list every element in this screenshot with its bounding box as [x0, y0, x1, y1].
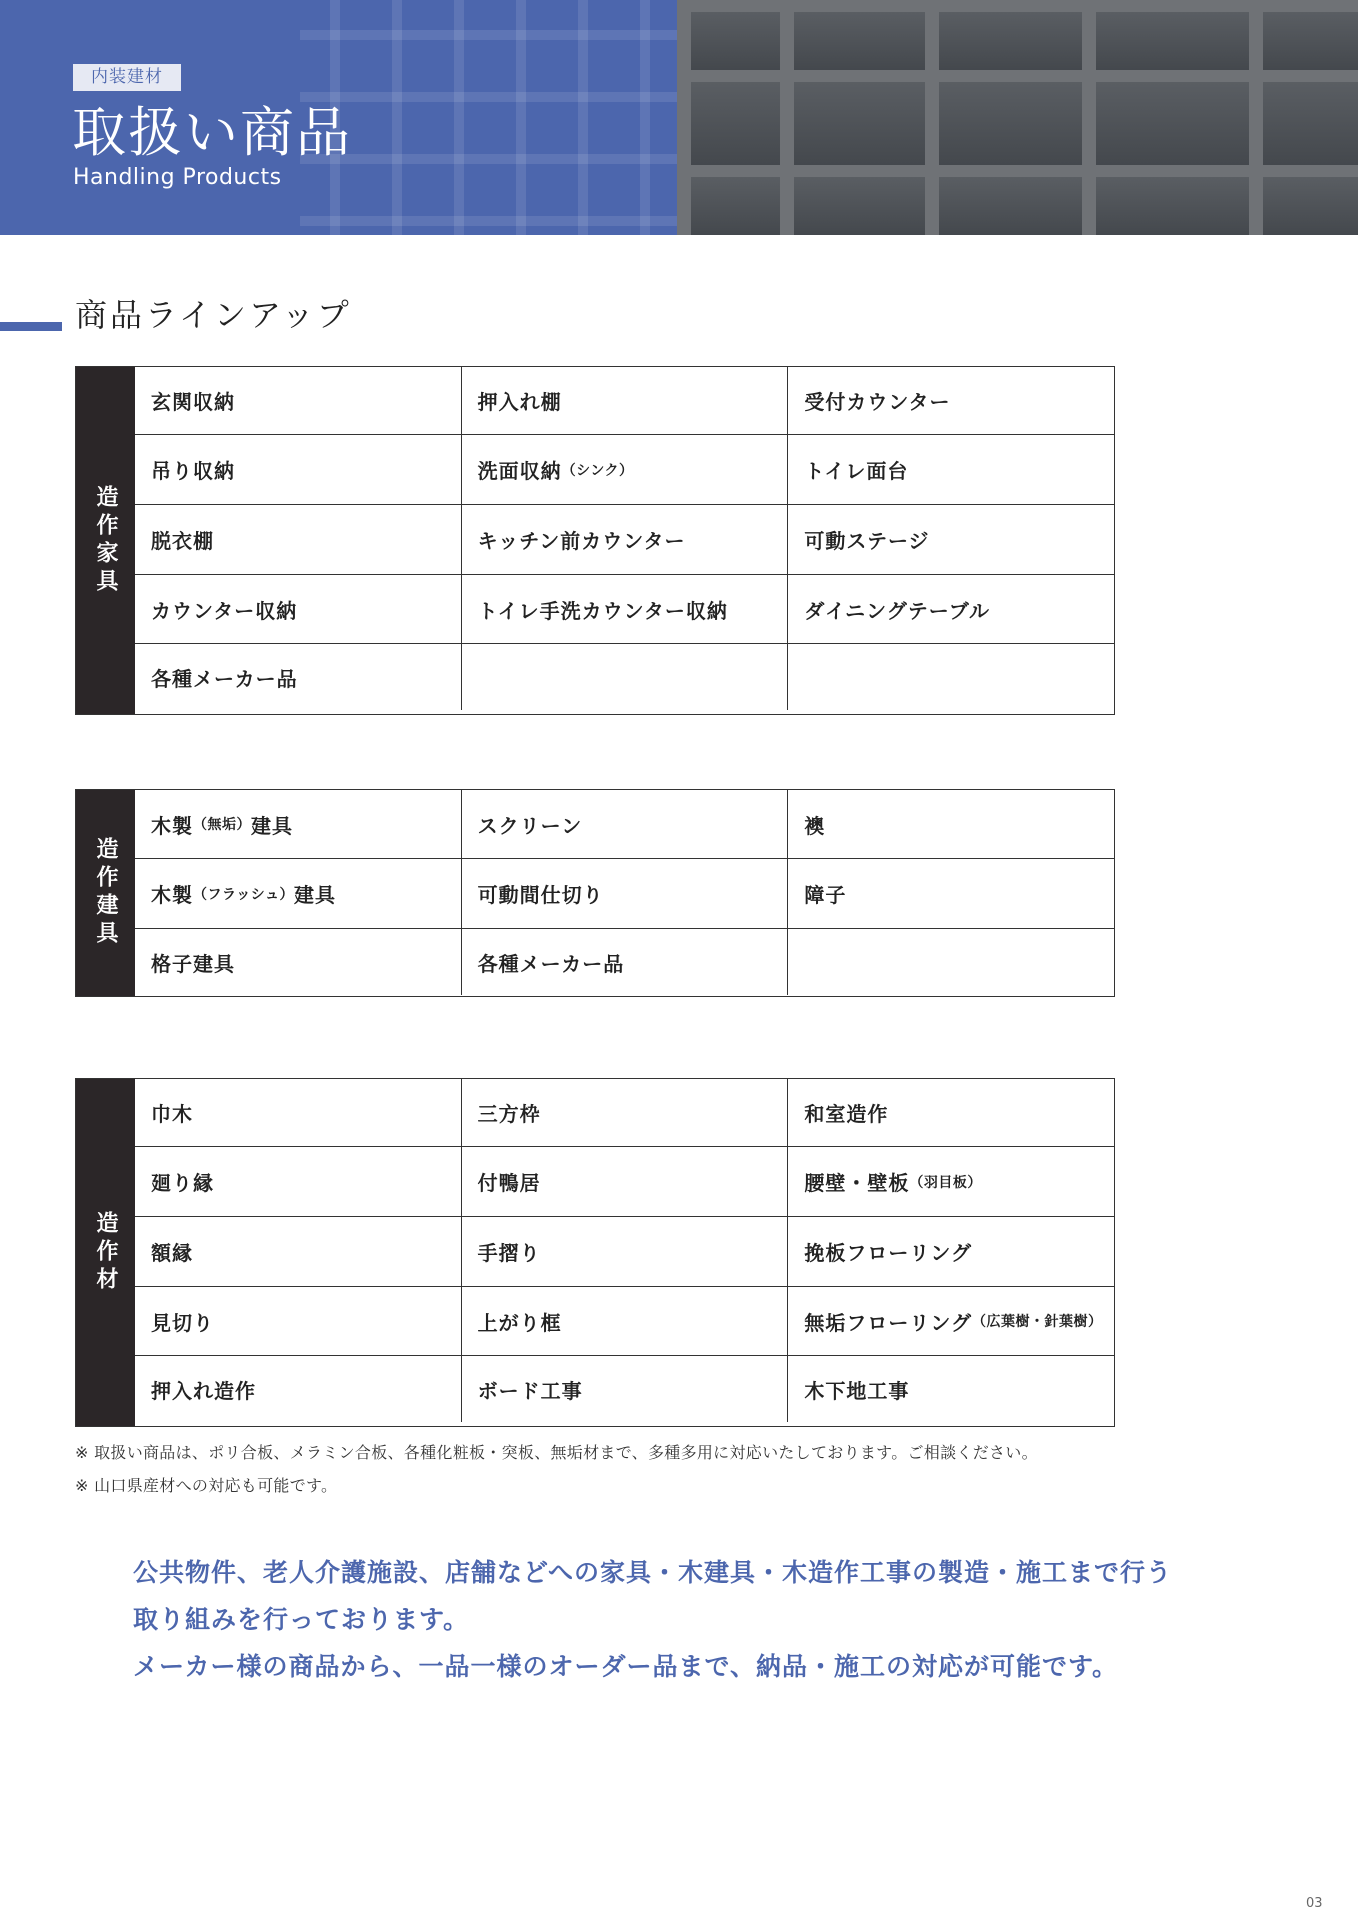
pattern-line [300, 216, 677, 226]
table-cell [135, 644, 461, 710]
table-cell [135, 790, 461, 858]
cell-text: 額縁 [151, 1241, 193, 1265]
table-row [135, 643, 1114, 710]
cell-text: 挽板フローリング [804, 1241, 972, 1265]
category-label: 造作建具 [76, 790, 135, 996]
table-cell [135, 367, 461, 434]
cell-text: 和室造作 [804, 1102, 889, 1126]
section-accent-bar [0, 322, 62, 331]
table-cell [787, 859, 1114, 928]
cell-text: ボード工事 [477, 1378, 583, 1403]
cell-text: 障子 [804, 883, 847, 907]
cell-text: 可動間仕切り [477, 883, 604, 907]
cell-text: 脱衣棚 [151, 529, 214, 553]
cell-text: 見切り [151, 1310, 214, 1335]
cell-text: 格子建具 [151, 951, 235, 976]
table-row [135, 1286, 1114, 1355]
table-row [135, 928, 1114, 995]
cell-text: 付鴨居 [477, 1171, 541, 1195]
product-table-materials [75, 1078, 1115, 1427]
table-grid [135, 1079, 1114, 1426]
shelf-cubby [1096, 12, 1249, 70]
table-row [135, 574, 1114, 643]
note-line: ※ 取扱い商品は、ポリ合板、メラミン合板、各種化粧板・突板、無垢材まで、多種多用に対応いたしております。ご相談ください。 [75, 1443, 1038, 1462]
cell-text: トイレ面台 [804, 459, 909, 483]
table-cell [787, 435, 1114, 504]
table-cell [135, 1079, 461, 1146]
table-cell [461, 1147, 788, 1216]
table-row [135, 1146, 1114, 1216]
cell-text: ダイニングテーブル [804, 598, 990, 623]
table-cell [787, 1079, 1114, 1146]
table-cell [461, 1287, 788, 1355]
table-cell [461, 1356, 788, 1422]
shelf-cubby [691, 12, 780, 70]
shelf-cubby [1096, 177, 1249, 235]
table-cell [461, 575, 788, 643]
shelf-cubby [691, 82, 780, 165]
page-title: 取扱い商品 [72, 101, 352, 164]
page-number: 03 [1306, 1896, 1323, 1911]
table-cell [461, 367, 788, 434]
shelf-cubby [794, 82, 925, 165]
cell-text: カウンター収納 [151, 598, 298, 623]
shelf-cubby [1096, 82, 1249, 165]
category-label: 造作材 [76, 1079, 135, 1426]
table-cell [787, 1356, 1114, 1422]
cell-text: 各種メーカー品 [477, 951, 625, 976]
table-row [135, 1079, 1114, 1146]
product-table-furniture [75, 366, 1115, 715]
cell-note: （シンク） [561, 462, 634, 479]
cell-text: 押入れ造作 [151, 1378, 256, 1403]
cell-note: （無垢） [193, 817, 251, 833]
cell-text: 各種メーカー品 [151, 666, 298, 691]
table-row [135, 1355, 1114, 1422]
cell-text: 洗面収納 [477, 459, 562, 483]
shelf-photo [677, 0, 1358, 235]
table-cell [135, 1356, 461, 1422]
table-row [135, 367, 1114, 434]
section-title: 商品ラインアップ [75, 296, 352, 334]
cell-note: （広葉樹・針葉樹） [971, 1314, 1103, 1330]
table-cell [787, 575, 1114, 643]
cell-text: 木製 [151, 813, 193, 838]
table-cell [135, 435, 461, 504]
table-cell [461, 644, 788, 710]
table-cell [787, 790, 1114, 858]
table-cell [787, 505, 1114, 574]
shelf-cubby [1263, 12, 1358, 70]
cell-text: 吊り収納 [151, 459, 235, 483]
note-line: ※ 山口県産材への対応も可能です。 [75, 1476, 338, 1495]
cell-text: スクリーン [477, 813, 583, 838]
table-cell [461, 1079, 788, 1146]
statement-line: 公共物件、老人介護施設、店舗などへの家具・木建具・木造作工事の製造・施工まで行う [133, 1558, 1173, 1587]
table-cell [135, 929, 461, 995]
table-cell [135, 859, 461, 928]
table-cell [461, 859, 788, 928]
table-cell [135, 1217, 461, 1286]
table-cell [787, 929, 1114, 995]
shelf-cubby [691, 177, 780, 235]
product-table-fittings [75, 789, 1115, 997]
cell-text: キッチン前カウンター [477, 529, 686, 553]
table-cell [787, 644, 1114, 710]
pattern-line [300, 154, 677, 164]
table-grid [135, 790, 1114, 996]
header-banner [0, 0, 1358, 235]
table-cell [135, 1147, 461, 1216]
page-subtitle: Handling Products [73, 165, 282, 190]
cell-text: トイレ手洗カウンター収納 [477, 598, 728, 623]
cell-text: 腰壁・壁板 [804, 1171, 910, 1195]
statement-line: 取り組みを行っております。 [133, 1605, 470, 1634]
cell-text: 襖 [804, 813, 826, 838]
table-cell [135, 505, 461, 574]
cell-text: 玄関収納 [151, 390, 235, 414]
cell-text: 無垢フローリング [804, 1310, 972, 1335]
table-row [135, 504, 1114, 574]
table-cell [461, 1217, 788, 1286]
table-cell [135, 575, 461, 643]
cell-text: 受付カウンター [804, 390, 951, 414]
table-row [135, 790, 1114, 858]
cell-text: 上がり框 [477, 1310, 562, 1335]
cell-text: 手摺り [477, 1241, 541, 1265]
shelf-cubby [794, 177, 925, 235]
table-cell [787, 1287, 1114, 1355]
table-cell [461, 790, 788, 858]
shelf-cubby [1263, 82, 1358, 165]
cell-text: 巾木 [151, 1102, 193, 1126]
pattern-line [300, 92, 677, 102]
cell-text: 三方枠 [477, 1102, 541, 1126]
cell-note: （羽目板） [909, 1174, 982, 1191]
category-label: 造作家具 [76, 367, 135, 714]
table-cell [461, 929, 788, 995]
cell-text: 木下地工事 [804, 1378, 910, 1403]
statement-line: メーカー様の商品から、一品一様のオーダー品まで、納品・施工の対応が可能です。 [133, 1652, 1119, 1681]
table-row [135, 858, 1114, 928]
table-cell [461, 505, 788, 574]
table-cell [135, 1287, 461, 1355]
table-cell [787, 1217, 1114, 1286]
table-cell [787, 367, 1114, 434]
cell-text-suffix: 建具 [251, 813, 293, 838]
table-cell [787, 1147, 1114, 1216]
table-row [135, 1216, 1114, 1286]
category-badge: 内装建材 [73, 64, 181, 91]
cell-text: 廻り縁 [151, 1171, 214, 1195]
shelf-cubby [1263, 177, 1358, 235]
cell-text: 可動ステージ [804, 529, 930, 553]
cell-note: （フラッシュ） [193, 886, 294, 903]
table-grid [135, 367, 1114, 714]
cell-text: 木製 [151, 883, 193, 907]
shelf-cubby [939, 82, 1082, 165]
shelf-cubby [939, 12, 1082, 70]
table-cell [461, 435, 788, 504]
pattern-line [300, 30, 677, 40]
cell-text: 押入れ棚 [477, 390, 562, 414]
shelf-cubby [939, 177, 1082, 235]
cell-text-suffix: 建具 [293, 883, 336, 907]
shelf-cubby [794, 12, 925, 70]
table-row [135, 434, 1114, 504]
